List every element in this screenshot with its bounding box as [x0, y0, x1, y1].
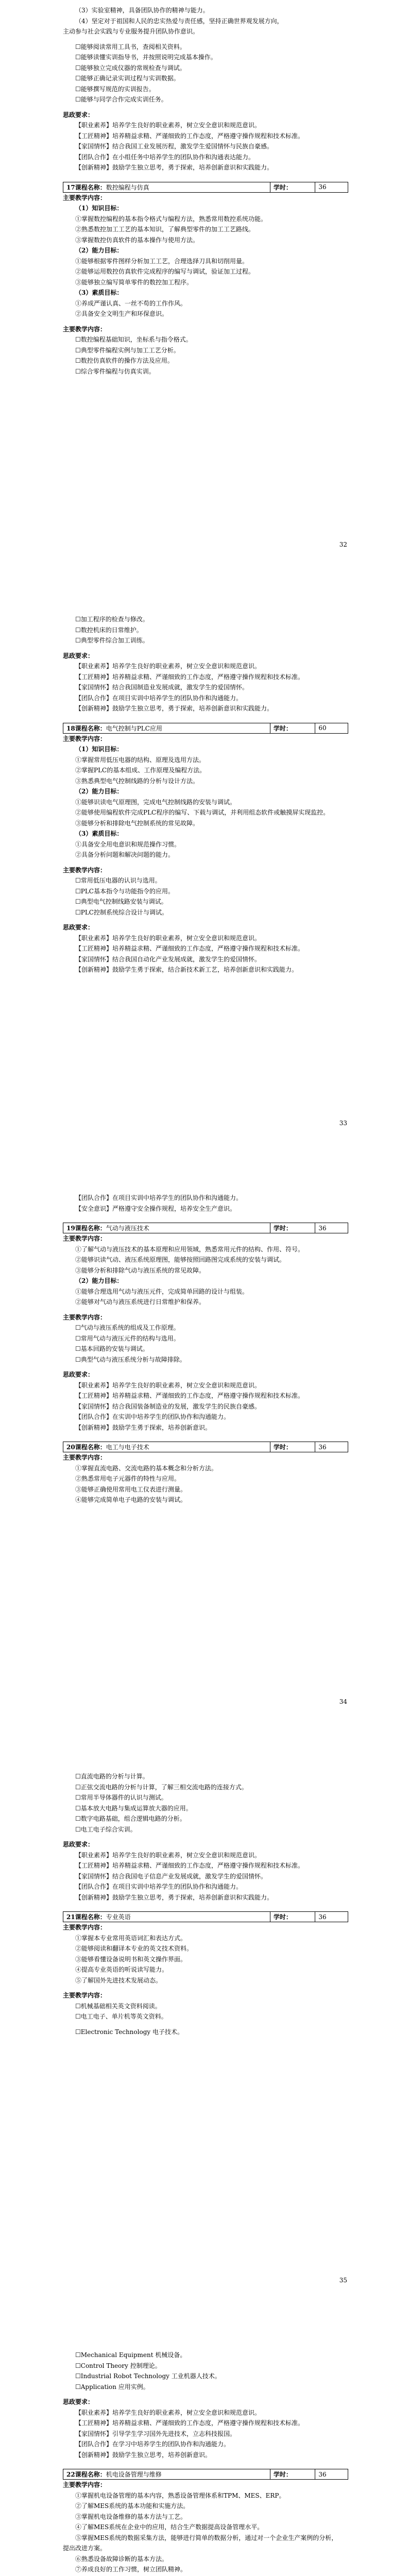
text-line: （2）能力目标：	[75, 788, 123, 795]
text-line: 主要教学内容：	[63, 1992, 107, 1999]
text-line: 【家国情怀】结合我国制造业发展成就，激发学生的爱国情怀。	[75, 684, 249, 691]
text-line: ③能够正确使用常用电工仪表进行测量。	[75, 1485, 187, 1493]
text-line: ☐典型气动与液压系统分析与故障排除。	[75, 1355, 186, 1363]
text-line: ②能够识读气动、液压系统原理图，能够按照回路图完成系统的安装与调试。	[75, 1256, 286, 1263]
text-line: ☐能够正确记录实训过程与实训数据。	[75, 75, 180, 82]
text-line: 思政要求：	[63, 924, 94, 931]
course-name-value: 气动与液压技术	[106, 1225, 149, 1232]
text-line: 【创新精神】鼓励学生独立思考，勇于探索，培养创新意识和实践能力。	[75, 164, 274, 171]
text-line: ③能够看懂设备说明书和英文操作界面。	[75, 1955, 187, 1963]
text-line: 【团队合作】在项目实训中培养学生的团队协作和沟通能力。	[75, 1883, 243, 1890]
text-line: ☐数控机床的日常维护。	[75, 626, 143, 634]
course-name-cell	[63, 1912, 270, 1922]
page-body	[63, 2350, 348, 2576]
course-hours-label: 学时：	[270, 2469, 315, 2480]
text-line: 【创新精神】鼓励学生勇于探索，培养创新意识。	[75, 1423, 212, 1431]
text-line: 主要教学内容：	[63, 735, 107, 742]
text-line: ☐直流电路的分析与计算。	[75, 1773, 149, 1780]
course-hours-label: 学时：	[270, 1442, 315, 1452]
text-line: ②能够阅读和翻译本专业的英文技术资料。	[75, 1945, 193, 1952]
text-line: ②能够使用编程软件完成PLC程序的编写、下载与调试，并利用组态软件或触摸屏实现监控。	[75, 809, 330, 816]
text-line: 【职业素养】培养学生良好的职业素养，树立安全意识和规范意识。	[75, 934, 261, 942]
text-line: ③能够分析和排除气动与液压系统的常见故障。	[75, 1266, 206, 1274]
document-page	[0, 1734, 409, 2313]
paragraph-gap	[63, 646, 348, 651]
text-line: （3）素质目标：	[75, 289, 123, 296]
text-line: （3）实验室精神，具备团队协作的精神与能力。	[75, 7, 209, 14]
page-body	[63, 614, 348, 975]
paragraph-gap	[63, 2022, 348, 2027]
text-line: （1）知识目标：	[75, 745, 123, 753]
paragraph-gap	[63, 1214, 348, 1218]
text-line: （2）能力目标：	[75, 1277, 123, 1284]
text-line: ④能够完成简单电子电路的安装与调试。	[75, 1496, 187, 1503]
text-line: 【工匠精神】培养精益求精、严谨细致的工作态度，严格遵守操作规程和技术标准。	[75, 1862, 304, 1869]
paragraph-gap	[63, 1365, 348, 1369]
course-name-value: 电气控制与PLC应用	[106, 724, 162, 732]
course-name-cell	[63, 1223, 270, 1233]
course-info-table	[63, 1442, 348, 1452]
course-info-table	[63, 1223, 348, 1233]
text-line: ③掌握数控仿真软件的基本操作与使用方法。	[75, 236, 199, 244]
course-name-label: 21课程名称：	[66, 1913, 106, 1921]
course-name-label: 20课程名称：	[66, 1444, 106, 1451]
text-line: ③掌握机电设备维修的基本方法与工艺。	[75, 2513, 187, 2520]
text-line: 【工匠精神】培养精益求精、严谨细致的工作态度，严格遵守操作规程和技术标准。	[75, 673, 304, 681]
paragraph-gap	[63, 319, 348, 324]
paragraph-gap	[63, 1308, 348, 1312]
document-page	[0, 1156, 409, 1734]
text-line: 【工匠精神】培养精益求精、严谨细致的工作态度，严格遵守操作规程和技术标准。	[75, 945, 304, 952]
course-name-cell	[63, 182, 270, 192]
page-body	[63, 5, 348, 377]
text-line: 【职业素养】培养学生良好的职业素养，树立安全意识和规范意识。	[75, 2409, 261, 2416]
page-body	[63, 1193, 348, 1505]
text-line: ☐能够阅读常用工具书，查阅相关资料。	[75, 43, 186, 50]
course-info-row	[63, 2469, 348, 2480]
text-line: 【职业素养】培养学生良好的职业素养，树立安全意识和规范意识。	[75, 1381, 261, 1389]
text-line: ①掌握机电设备管理的基本内容，熟悉设备管理体系和TPM、MES、ERP。	[75, 2492, 285, 2499]
course-name-label: 19课程名称：	[66, 1225, 106, 1232]
text-line: 【团队合作】在实训中培养学生的团队协作和沟通能力。	[75, 1413, 230, 1420]
text-line: ②熟悉数控加工工艺的基本知识，了解典型零件的加工工艺路线。	[75, 226, 255, 233]
course-name-value: 数控编程与仿真	[106, 183, 149, 191]
text-line: ②具备安全文明生产和环保意识。	[75, 310, 168, 317]
text-line: ☐能够独立完成仪器的常规检查与调试。	[75, 64, 186, 72]
page-body	[63, 1771, 348, 2037]
paragraph-gap	[63, 1433, 348, 1437]
text-line: ☐机械基础相关英文资料阅读。	[75, 2002, 161, 2010]
text-line: ☐能够与同学合作完成实训任务。	[75, 96, 167, 103]
text-line: ☐Control Theory 控制理论。	[75, 2362, 161, 2369]
text-line: ☐典型电气控制线路安装与调试。	[75, 898, 167, 905]
text-line: 主要教学内容：	[63, 1313, 107, 1321]
text-line: ①能够识读电气原理图，完成电气控制线路的安装与调试。	[75, 798, 236, 806]
text-line: 【创新精神】鼓励学生独立思考，勇于探索，培养创新意识和实践能力。	[75, 705, 274, 712]
course-info-table	[63, 182, 348, 193]
text-line: （1）知识目标：	[75, 205, 123, 212]
course-info-table	[63, 1911, 348, 1922]
paragraph-gap	[63, 173, 348, 178]
text-line: ①能够合理选用气动与液压元件，完成简单回路的设计与组装。	[75, 1287, 249, 1295]
text-line: ☐气动与液压系统的组成及工作原理。	[75, 1324, 180, 1331]
document-page	[0, 0, 409, 577]
paragraph-gap	[63, 1835, 348, 1839]
course-name-value: 专业英语	[106, 1913, 131, 1921]
text-line: ①了解气动与液压技术的基本原理和应用领域，熟悉常用元件的结构、作用、符号。	[75, 1245, 304, 1253]
course-hours-value: 60	[315, 723, 348, 733]
text-line: 【家国情怀】结合我国工业发展历程，激发学生爱国情怀与民族自豪感。	[75, 143, 274, 150]
text-line: ⑥熟悉设备故障诊断的基本方法。	[75, 2555, 168, 2563]
text-line: ③熟悉典型电气控制线路的分析与设计方法。	[75, 777, 199, 785]
course-name-label: 22课程名称：	[66, 2471, 106, 2478]
course-info-table	[63, 723, 348, 734]
text-line: ☐加工程序的检查与修改。	[75, 616, 149, 623]
page-number: 32	[339, 541, 347, 548]
text-line: ①掌握直流电路、交流电路的基本概念和分析方法。	[75, 1464, 218, 1472]
course-name-label: 17课程名称：	[66, 183, 106, 191]
text-line: 【家国情怀】结合我国自动化产业发展成就，激发学生的爱国情怀。	[75, 955, 261, 963]
text-line: ⑦养成良好的工作习惯，树立团队精神。	[75, 2566, 187, 2573]
text-line: 【家国情怀】结合我国装备制造业的发展，激发学生的民族自豪感。	[75, 1402, 261, 1410]
text-line: ☐典型零件综合加工训练。	[75, 637, 149, 644]
text-line: ①养成严谨认真、一丝不苟的工作作风。	[75, 299, 187, 307]
text-line: 【创新精神】鼓励学生独立思考，勇于探索，培养创新意识和实践能力。	[75, 1893, 274, 1901]
text-line: ③能够独立编写简单零件的数控加工程序。	[75, 278, 193, 286]
course-info-row	[63, 1912, 348, 1922]
text-line: ④提高专业英语的听说读写能力。	[75, 1966, 168, 1973]
document-page	[0, 2313, 409, 2576]
text-line: ②掌握PLC的基本组成、工作原理及编程方法。	[75, 767, 206, 774]
text-line: 主要教学内容：	[63, 1454, 107, 1461]
course-hours-value: 36	[315, 1912, 348, 1922]
text-line: ①能够根据零件图样分析加工工艺，合理选择刀具和切削用量。	[75, 257, 249, 265]
course-hours-value: 36	[315, 182, 348, 192]
text-line: 思政要求：	[63, 1371, 94, 1378]
page-number: 33	[339, 1120, 347, 1127]
text-line: ☐电工电子综合实训。	[75, 1825, 137, 1833]
page-number: 35	[339, 2277, 347, 2284]
text-line: ☐电工电子、单片机等英文资料。	[75, 2013, 167, 2020]
text-line: ②熟悉常用电子元器件的特性与应用。	[75, 1475, 181, 1482]
text-line: 【工匠精神】培养精益求精、严谨细致的工作态度，严格遵守操作规程和技术标准。	[75, 2419, 304, 2427]
course-name-cell	[63, 2469, 270, 2480]
course-name-cell	[63, 723, 270, 733]
text-line: ☐数控编程基础知识，坐标系与指令格式。	[75, 336, 192, 343]
course-name-value: 电工与电子技术	[106, 1444, 149, 1451]
text-line: ☐基本回路的安装与调试。	[75, 1345, 149, 1352]
paragraph-gap	[63, 2392, 348, 2397]
text-line: 思政要求：	[63, 652, 94, 659]
course-info-row	[63, 1223, 348, 1233]
text-line: 【工匠精神】培养精益求精、严谨细致的工作态度，严格遵守操作规程和技术标准。	[75, 132, 304, 140]
text-line: ②能够运用数控仿真软件完成程序的编写与调试，验证加工过程。	[75, 268, 255, 275]
text-line: ①掌握本专业常用英语词汇和表达方式。	[75, 1934, 187, 1942]
text-line: ☐Industrial Robot Technology 工业机器人技术。	[75, 2372, 221, 2380]
text-line: ☐典型零件编程实例与加工工艺分析。	[75, 346, 180, 354]
text-line: 【团队合作】在项目实训中培养学生的团队协作和沟通能力。	[75, 1194, 243, 1201]
text-line: 主要教学内容：	[63, 2481, 107, 2488]
paragraph-gap	[63, 2460, 348, 2465]
course-info-row	[63, 182, 348, 192]
text-line: ①掌握数控编程的基本指令格式与编程方法，熟悉常用数控系统功能。	[75, 215, 267, 223]
text-line: ☐数字电路基础，组合逻辑电路的分析。	[75, 1815, 186, 1822]
text-line: 【家国情怀】结合我国电子信息产业发展成就，激发学生的爱国情怀。	[75, 1872, 267, 1880]
text-line: 【职业素养】培养学生良好的职业素养，树立安全意识和规范意识。	[75, 1851, 261, 1859]
text-line: ③能够分析和排除电气控制系统的常见故障。	[75, 819, 199, 827]
text-line: 【团队合作】在小组任务中培养学生的团队协作和沟通表达能力。	[75, 153, 255, 161]
text-line: 思政要求：	[63, 111, 94, 118]
text-line: 主要教学内容：	[63, 325, 107, 333]
course-hours-label: 学时：	[270, 1223, 315, 1233]
text-line: ☐能够撰写规范的实训报告。	[75, 85, 155, 93]
text-line: 主要教学内容：	[63, 1924, 107, 1931]
text-line: ☐能够读懂实训指导书，并按照说明完成基本操作。	[75, 54, 217, 61]
text-line: ☐常用半导体器件的认识与测试。	[75, 1794, 167, 1801]
text-line: 主要教学内容：	[63, 866, 107, 874]
text-line: ⑤掌握MES系统的数据采集方法，能够进行简单的数据分析，通过对一个企业生产案例的分析，	[75, 2534, 338, 2541]
text-line: （2）能力目标：	[75, 247, 123, 254]
text-line: ①掌握常用低压电器的结构、原理及选用方法。	[75, 756, 206, 764]
text-line: ②具备分析问题和解决问题的能力。	[75, 851, 175, 858]
text-line: 思政要求：	[63, 2398, 94, 2405]
paragraph-gap	[63, 105, 348, 110]
text-line: 【职业素养】培养学生良好的职业素养，树立安全意识和规范意识。	[75, 122, 261, 129]
course-name-label: 18课程名称：	[66, 724, 106, 732]
text-line: 【工匠精神】培养精益求精、严谨细致的工作态度，严格遵守操作规程和技术标准。	[75, 1392, 304, 1399]
text-line: ☐Electronic Technology 电子技术。	[75, 2028, 183, 2036]
text-line: ②能够对气动与液压系统进行日常维护和保养。	[75, 1298, 206, 1306]
course-hours-label: 学时：	[270, 1912, 315, 1922]
course-info-row	[63, 723, 348, 733]
paragraph-gap	[63, 918, 348, 922]
page-number: 34	[339, 1698, 347, 1705]
text-line: 【创新精神】鼓励学生勇于探索，结合新技术新工艺，培养创新意识和实践能力。	[75, 966, 298, 973]
course-hours-value: 36	[315, 2469, 348, 2480]
text-line: 【安全意识】严格遵守安全操作规程，培养安全生产意识。	[75, 1205, 236, 1212]
text-line: 【创新精神】鼓励学生独立思考，培养创新意识。	[75, 2451, 212, 2459]
text-line: ⑤了解国外先进技术发展动态。	[75, 1976, 162, 1984]
text-line: 【家国情怀】引导学生学习国外先进技术，立志科技报国。	[75, 2430, 236, 2437]
text-line: ①具备安全用电意识和规范操作习惯。	[75, 840, 181, 848]
paragraph-gap	[63, 1903, 348, 1907]
text-line: 思政要求：	[63, 1841, 94, 1848]
text-line: ②了解MES系统的基本功能和实施方法。	[75, 2502, 190, 2510]
text-line: ☐Application 应用实例。	[75, 2383, 149, 2391]
text-line: 主要教学内容：	[63, 194, 107, 201]
text-line: 提出改进方案。	[63, 2545, 107, 2552]
course-info-table	[63, 2469, 348, 2480]
course-name-cell	[63, 1442, 270, 1452]
course-hours-label: 学时：	[270, 182, 315, 192]
text-line: ☐综合零件编程与仿真实训。	[75, 367, 155, 375]
paragraph-gap	[63, 860, 348, 865]
course-name-value: 机电设备管理与维修	[106, 2471, 162, 2478]
text-line: ☐PLC基本指令与功能指令的应用。	[75, 887, 174, 895]
text-line: ☐Mechanical Equipment 机械设备。	[75, 2351, 186, 2359]
course-hours-value: 36	[315, 1223, 348, 1233]
text-line: （3）素质目标：	[75, 830, 123, 837]
paragraph-gap	[63, 1986, 348, 1990]
text-line: 【团队合作】在项目实训中培养学生的团队协作和沟通能力。	[75, 694, 243, 702]
course-hours-label: 学时：	[270, 723, 315, 733]
text-line: ☐基本放大电路与集成运算放大器的应用。	[75, 1804, 192, 1812]
text-line: ☐PLC控制系统综合设计与调试。	[75, 908, 168, 916]
paragraph-gap	[63, 37, 348, 42]
text-line: 【职业素养】培养学生良好的职业素养，树立安全意识和规范意识。	[75, 663, 261, 670]
text-line: ☐常用低压电器的认识与选用。	[75, 877, 161, 884]
text-line: ☐数控仿真软件的操作方法及应用。	[75, 357, 174, 364]
text-line: 【团队合作】在学习中培养学生的团队协作和沟通能力。	[75, 2441, 230, 2448]
text-line: ④了解MES系统在企业中的应用，结合生产数据提高设备管理水平。	[75, 2523, 264, 2531]
text-line: （4）坚定对于祖国和人民的忠实热爱与责任感，坚持正确世界观发展方向，	[75, 17, 283, 25]
paragraph-gap	[63, 714, 348, 719]
text-line: 主要教学内容：	[63, 1235, 107, 1242]
document-page	[0, 577, 409, 1156]
course-info-row	[63, 1442, 348, 1452]
course-hours-value: 36	[315, 1442, 348, 1452]
text-line: ☐常用气动与液压元件的结构与选用。	[75, 1334, 180, 1342]
text-line: ☐正弦交流电路的分析与计算，了解三相交流电路的连接方式。	[75, 1783, 248, 1791]
text-line: 主动参与社会实践与专业服务提升团队协作意识。	[63, 28, 199, 35]
